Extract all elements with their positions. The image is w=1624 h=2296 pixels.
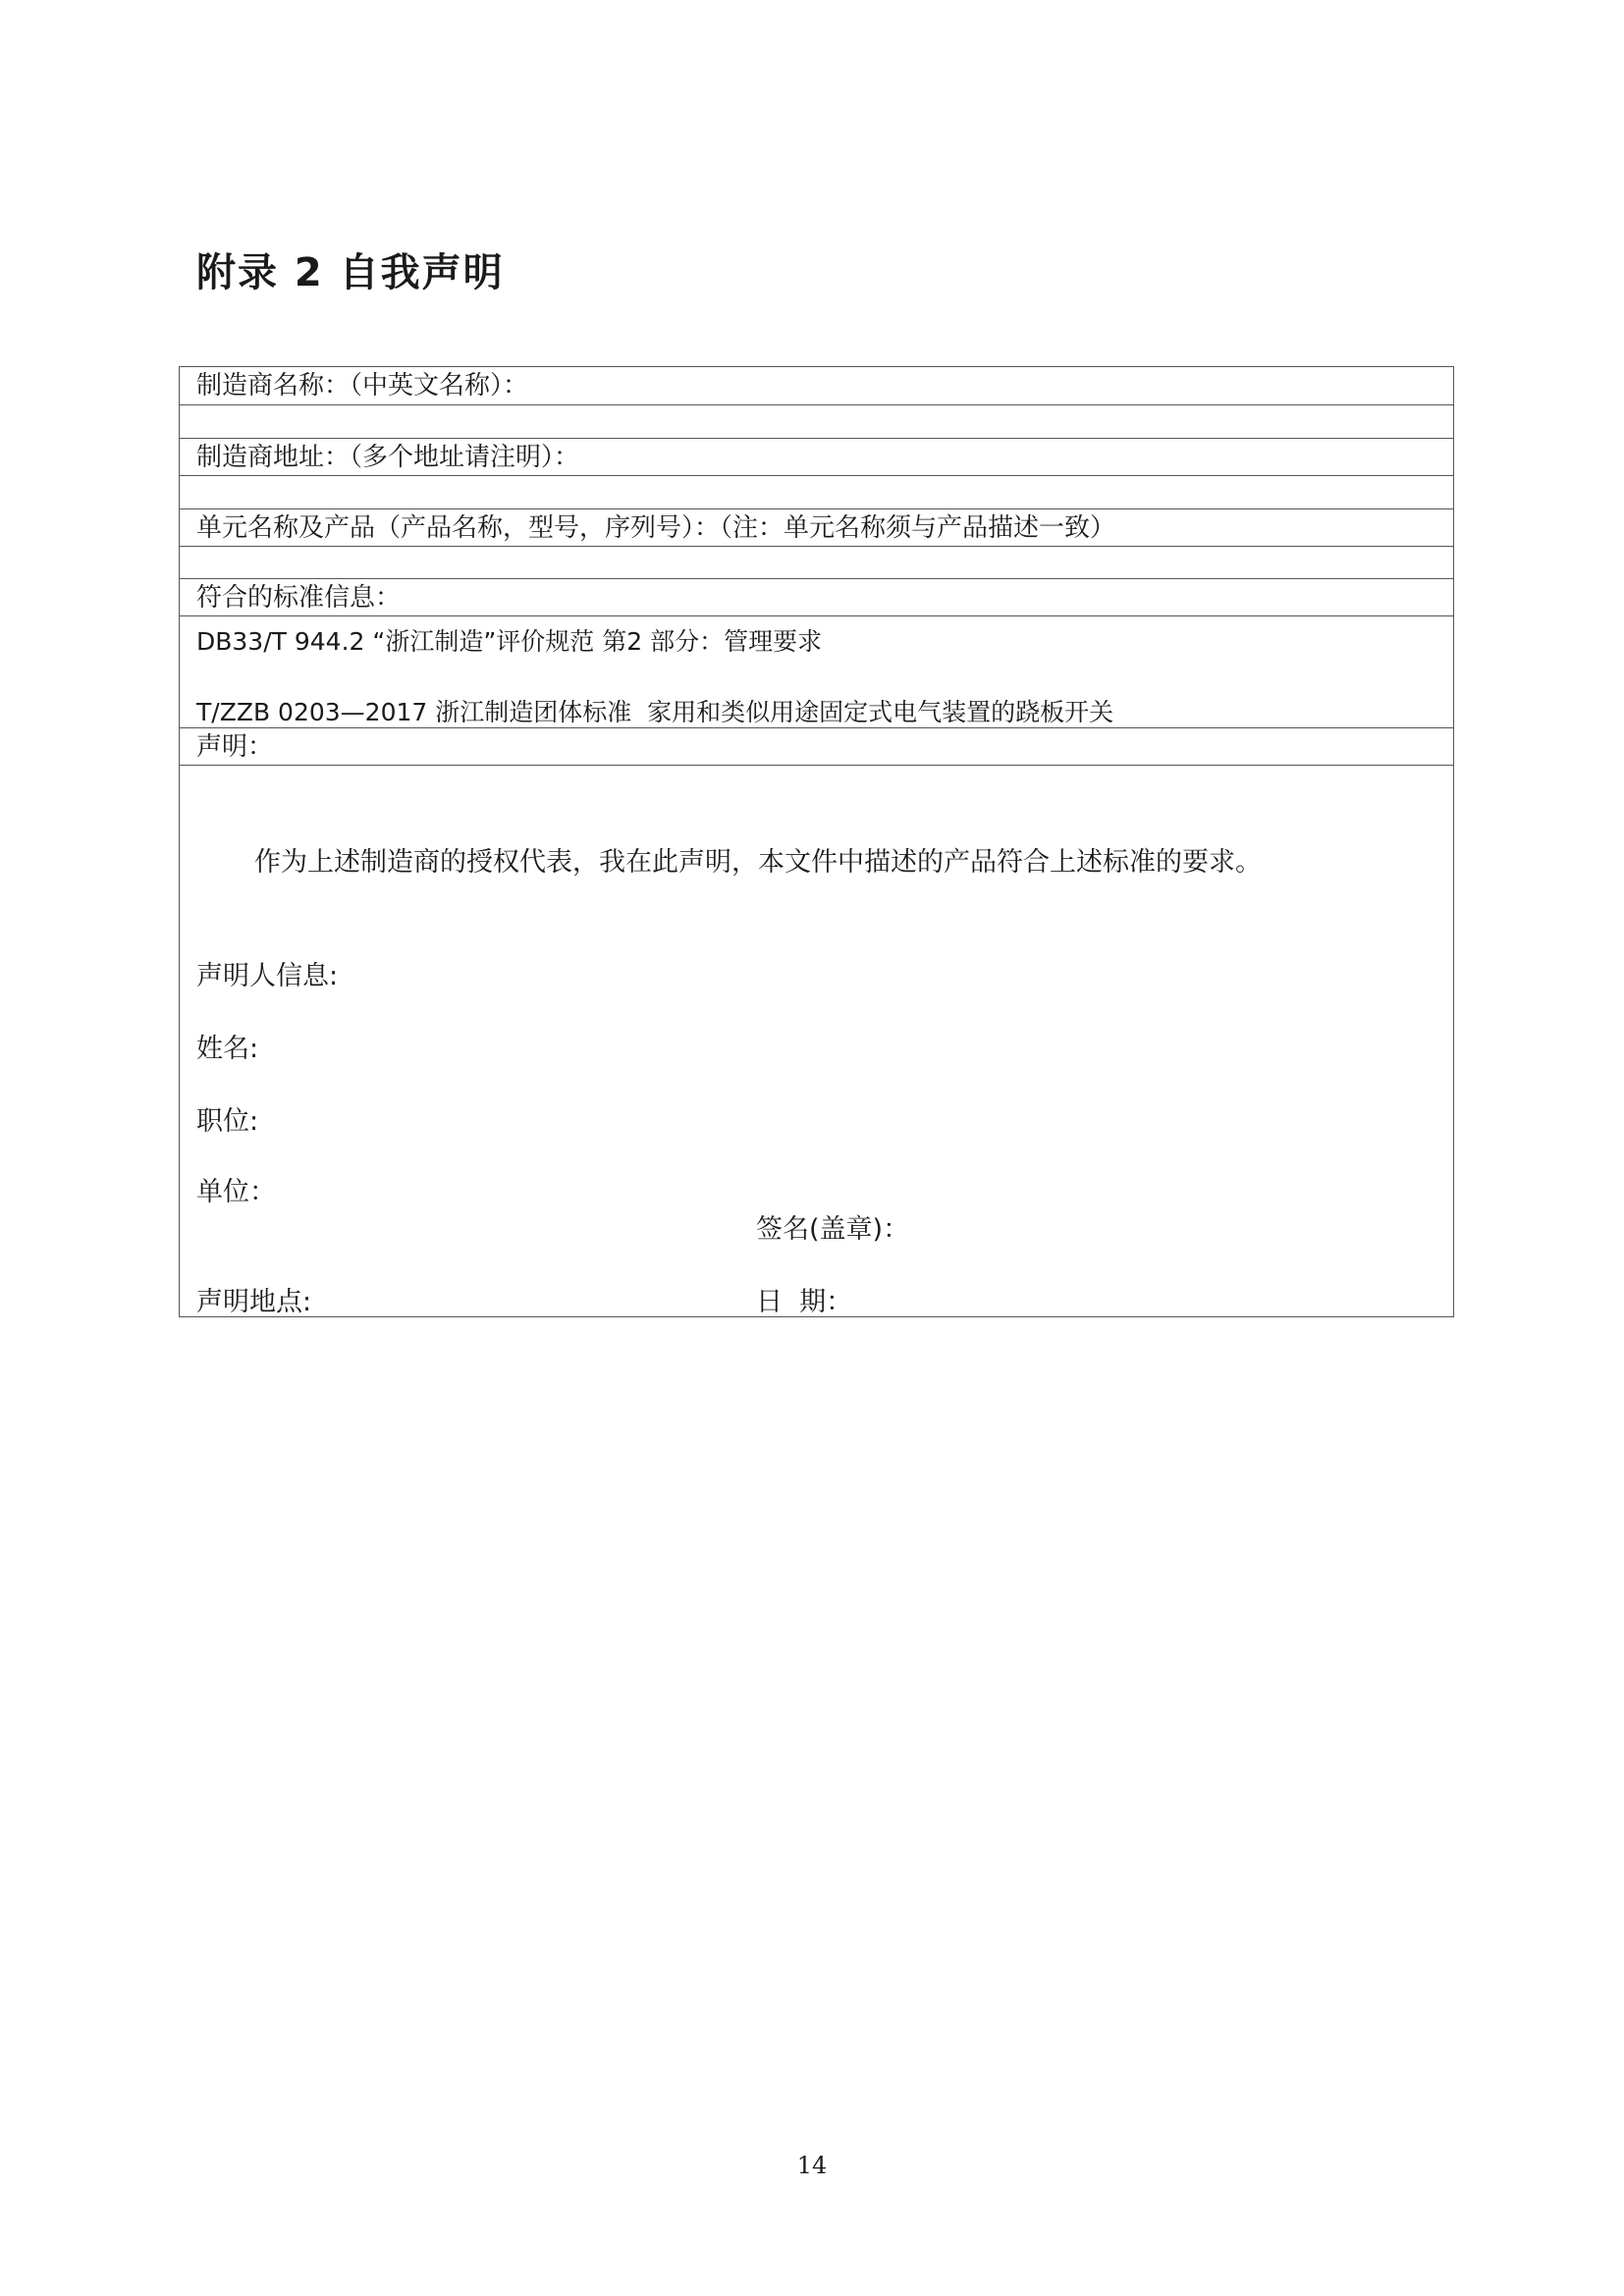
unit-label: 单位： [196, 1177, 276, 1207]
unit-product-row [180, 508, 1453, 546]
manufacturer-name-field[interactable] [180, 404, 1453, 438]
declaration-row [180, 727, 1453, 765]
declaration-label: 声明： [196, 732, 274, 762]
standard-item: DB33/T 944.2 “浙江制造”评价规范 第2 部分：管理要求 [196, 627, 823, 656]
manufacturer-name-row [180, 367, 1453, 404]
declaration-text: 作为上述制造商的授权代表，我在此声明，本文件中描述的产品符合上述标准的要求。 [254, 847, 1262, 878]
manufacturer-address-field[interactable] [180, 475, 1453, 508]
self-declaration-form [179, 366, 1454, 1317]
standards-label: 符合的标准信息： [196, 583, 402, 613]
manufacturer-address-label: 制造商地址：（多个地址请注明）： [196, 443, 580, 472]
declaration-body [180, 765, 1453, 1316]
date-label: 日 期： [756, 1287, 853, 1317]
signature-label: 签名(盖章)： [756, 1214, 910, 1245]
standards-row [180, 578, 1453, 615]
unit-product-field[interactable] [180, 546, 1453, 578]
standards-list [180, 615, 1453, 727]
name-label: 姓名: [196, 1034, 259, 1064]
manufacturer-address-row [180, 438, 1453, 475]
standard-item: T/ZZB 0203—2017 浙江制造团体标准 家用和类似用途固定式电气装置的跷板开关 [196, 698, 1114, 726]
position-label: 职位: [196, 1106, 259, 1137]
unit-product-label: 单元名称及产品（产品名称，型号，序列号）：（注：单元名称须与产品描述一致） [196, 513, 1116, 543]
manufacturer-name-label: 制造商名称：（中英文名称）： [196, 371, 529, 400]
page-number: 14 [796, 2152, 828, 2179]
page-title: 附录 2 自我声明 [196, 250, 505, 295]
place-label: 声明地点: [196, 1287, 312, 1317]
declarant-info-label: 声明人信息: [196, 961, 339, 991]
